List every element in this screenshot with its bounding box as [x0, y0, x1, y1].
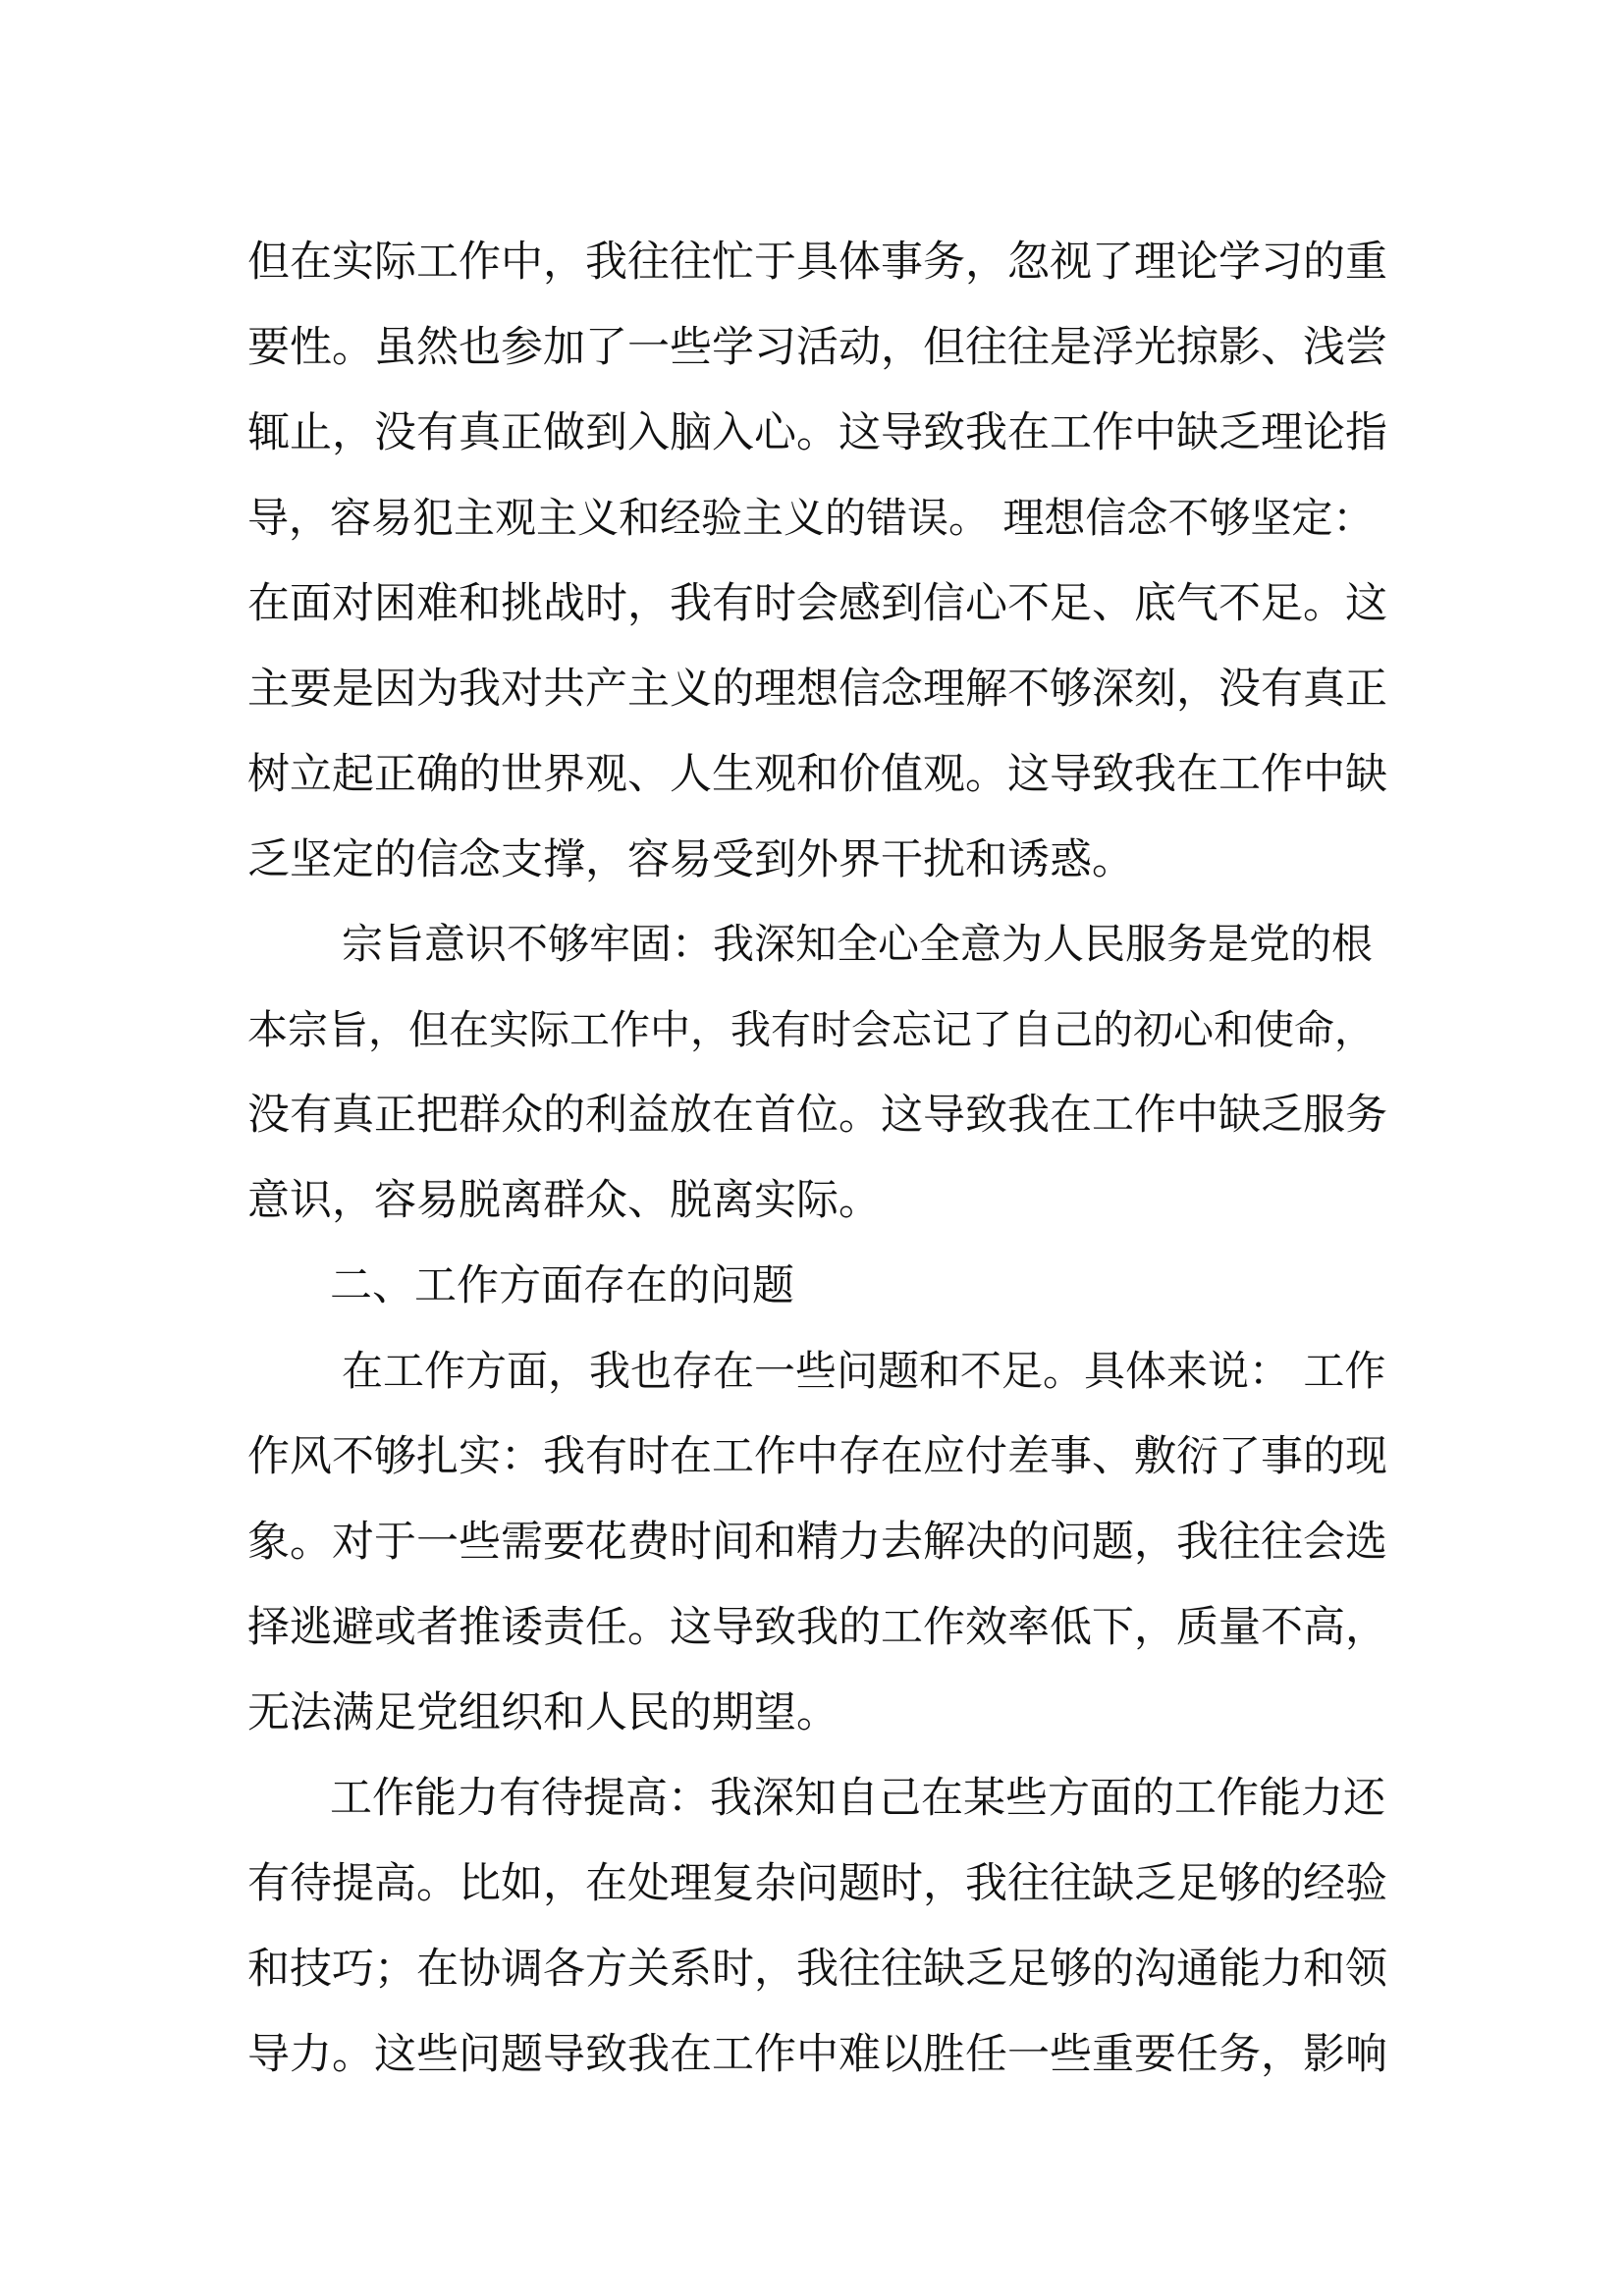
text-line: 乏坚定的信念支撑，容易受到外界干扰和诱惑。 — [247, 835, 1134, 884]
paragraph-first-line: 工作能力有待提高：我深知自己在某些方面的工作能力还 — [330, 1774, 1385, 1823]
text-line: 要性。虽然也参加了一些学习活动，但往往是浮光掠影、浅尝 — [247, 323, 1387, 372]
text-line: 但在实际工作中，我往往忙于具体事务，忽视了理论学习的重 — [247, 238, 1387, 287]
text-line: 和技巧；在协调各方关系时，我往往缺乏足够的沟通能力和领 — [247, 1945, 1387, 1994]
text-line: 意识，容易脱离群众、脱离实际。 — [247, 1176, 881, 1225]
paragraph-first-line: 在工作方面，我也存在一些问题和不足。具体来说： 工作 — [342, 1347, 1386, 1395]
text-line: 有待提高。比如，在处理复杂问题时，我往往缺乏足够的经验 — [247, 1859, 1387, 1908]
text-line: 无法满足党组织和人民的期望。 — [247, 1688, 839, 1737]
text-line: 象。对于一些需要花费时间和精力去解决的问题，我往往会选 — [247, 1518, 1387, 1567]
text-line: 本宗旨，但在实际工作中，我有时会忘记了自己的初心和使命， — [247, 1006, 1375, 1053]
text-line: 作风不够扎实：我有时在工作中存在应付差事、敷衍了事的现 — [247, 1432, 1387, 1481]
text-line: 辄止，没有真正做到入脑入心。这导致我在工作中缺乏理论指 — [247, 408, 1387, 457]
text-line: 树立起正确的世界观、人生观和价值观。这导致我在工作中缺 — [247, 750, 1387, 799]
text-line: 导，容易犯主观主义和经验主义的错误。 理想信念不够坚定： — [247, 494, 1375, 542]
text-line: 择逃避或者推诿责任。这导致我的工作效率低下，质量不高， — [247, 1603, 1387, 1652]
section-heading: 二、工作方面存在的问题 — [330, 1261, 794, 1310]
paragraph-first-line: 宗旨意识不够牢固：我深知全心全意为人民服务是党的根 — [342, 920, 1374, 968]
text-line: 没有真正把群众的利益放在首位。这导致我在工作中缺乏服务 — [247, 1091, 1387, 1140]
text-line: 导力。这些问题导致我在工作中难以胜任一些重要任务，影响 — [247, 2030, 1387, 2079]
text-line: 主要是因为我对共产主义的理想信念理解不够深刻，没有真正 — [247, 665, 1387, 714]
text-line: 在面对困难和挑战时，我有时会感到信心不足、底气不足。这 — [247, 579, 1387, 628]
